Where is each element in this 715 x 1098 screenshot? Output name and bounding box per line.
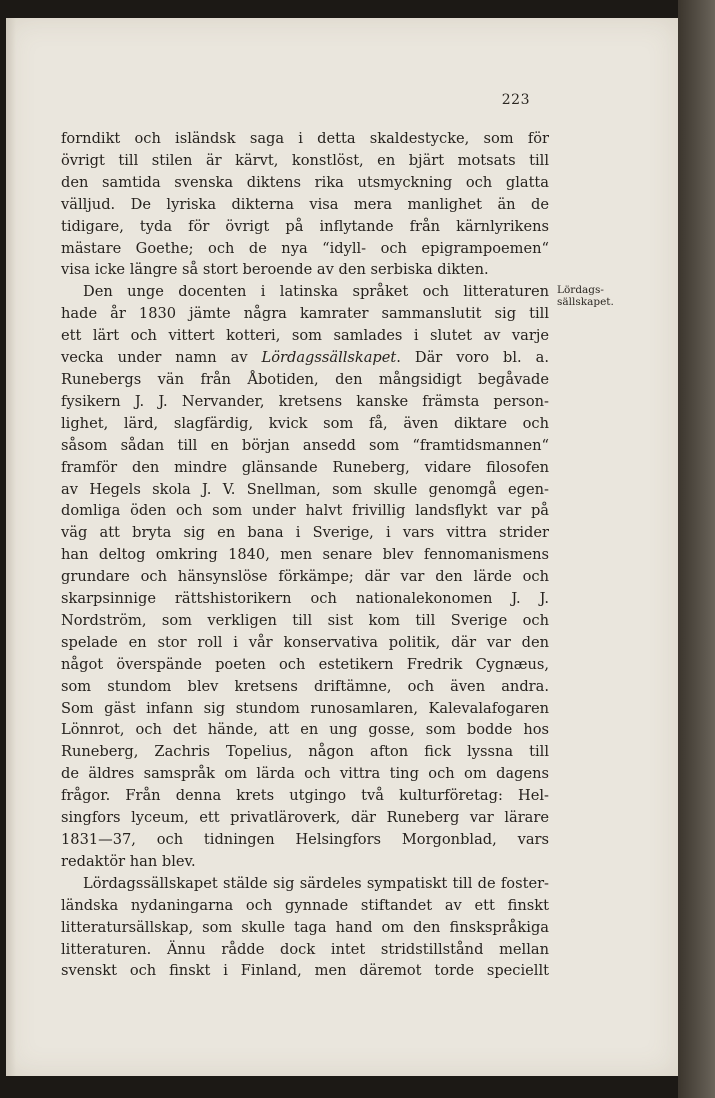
body-text bbox=[61, 128, 549, 982]
margin-note-line: sällskapet. bbox=[557, 296, 614, 308]
text-line: av Hegels skola J. V. Snellman, som skulle genomgå egen- bbox=[61, 480, 549, 498]
text-line: skarpsinnige rättshistorikern och nationalekonomen J. J. bbox=[61, 590, 549, 608]
text-line: forndikt och isländsk saga i detta skaldestycke, som för bbox=[61, 130, 549, 147]
text-line: något överspände poeten och estetikern Fredrik Cygnæus, bbox=[61, 655, 549, 673]
text-line: såsom sådan till en början ansedd som “framtidsmannen“ bbox=[61, 436, 549, 454]
text-line: framför den mindre glänsande Runeberg, vidare filosofen bbox=[61, 458, 549, 476]
text-line: väg att bryta sig en bana i Sverige, i vars vittra strider bbox=[61, 524, 549, 542]
text-line: 1831—37, och tidningen Helsingfors Morgonblad, vars bbox=[61, 831, 549, 848]
text-segment: vecka under namn av bbox=[61, 349, 262, 367]
text-line: övrigt till stilen är kärvt, konstlöst, en bjärt motsats till bbox=[61, 151, 549, 169]
text-line: lighet, lärd, slagfärdig, kvick som få, även diktare och bbox=[61, 414, 549, 432]
text-line: grundare och hänsynslöse förkämpe; där var den lärde och bbox=[61, 568, 549, 586]
text-line: mästare Goethe; och de nya “idyll- och epigrampoemen“ bbox=[61, 239, 549, 257]
text-line: den samtida svenska diktens rika utsmyckning och glatta bbox=[61, 173, 549, 191]
text-line: litteraturen. Ännu rådde dock intet stridstillstånd mellan bbox=[61, 940, 549, 958]
text-line: tidigare, tyda för övrigt på inflytande från kärnlyrikens bbox=[61, 217, 549, 235]
text-line: redaktör han blev. bbox=[61, 852, 196, 870]
text-line: visa icke längre så stort beroende av den serbiska dikten. bbox=[61, 261, 489, 279]
text-line: som stundom blev kretsens driftämne, och även andra. bbox=[61, 677, 549, 695]
text-line: välljud. De lyriska dikterna visa mera manlighet än de bbox=[61, 195, 549, 213]
text-line: Lördagssällskapet stälde sig särdeles sympatiskt till de foster- bbox=[83, 874, 549, 892]
margin-note-line: Lördags- bbox=[557, 284, 604, 296]
text-line: Nordström, som verkligen till sist kom till Sverige och bbox=[61, 611, 549, 629]
text-line: fysikern J. J. Nervander, kretsens kanske främsta person- bbox=[61, 392, 549, 410]
page-number: 223 bbox=[501, 92, 530, 108]
margin-note bbox=[557, 284, 614, 308]
scanner-border bbox=[678, 0, 715, 1098]
text-line: Runebergs vän från Åbotiden, den mångsidigt begåvade bbox=[61, 370, 549, 388]
text-line: hade år 1830 jämte några kamrater sammanslutit sig till bbox=[61, 305, 549, 323]
text-line: de äldres samspråk om lärda och vittra ting och om dagens bbox=[61, 765, 549, 783]
text-line: ländska nydaningarna och gynnade stiftandet av ett finskt bbox=[61, 896, 549, 914]
text-line: singfors lyceum, ett privatläroverk, där Runeberg var lärare bbox=[61, 809, 549, 827]
text-line: spelade en stor roll i vår konservativa politik, där var den bbox=[61, 633, 549, 651]
text-line bbox=[61, 347, 549, 369]
text-segment: . Där voro bl. a. bbox=[396, 349, 549, 367]
text-line: han deltog omkring 1840, men senare blev fennomanismens bbox=[61, 546, 549, 564]
text-line: frågor. Från denna krets utgingo två kulturföretag: Hel- bbox=[61, 787, 549, 805]
text-line: Den unge docenten i latinska språket och litteraturen bbox=[83, 283, 549, 301]
page-shadow-edge bbox=[6, 18, 16, 1076]
text-line: Lönnrot, och det hände, att en ung gosse, som bodde hos bbox=[61, 721, 549, 739]
text-line: svenskt och finskt i Finland, men däremot torde speciellt bbox=[61, 962, 549, 980]
book-page bbox=[6, 18, 678, 1076]
text-line: Som gäst infann sig stundom runosamlaren, Kalevalafogaren bbox=[61, 699, 549, 717]
italic-title: Lördagssällskapet bbox=[261, 349, 397, 367]
text-line: ett lärt och vittert kotteri, som samlades i slutet av varje bbox=[61, 327, 549, 345]
text-line: litteratursällskap, som skulle taga hand om den finskspråkiga bbox=[61, 918, 549, 936]
text-line: domliga öden och som under halvt frivillig landsflykt var på bbox=[61, 502, 549, 520]
text-line: Runeberg, Zachris Topelius, någon afton fick lyssna till bbox=[61, 743, 549, 761]
